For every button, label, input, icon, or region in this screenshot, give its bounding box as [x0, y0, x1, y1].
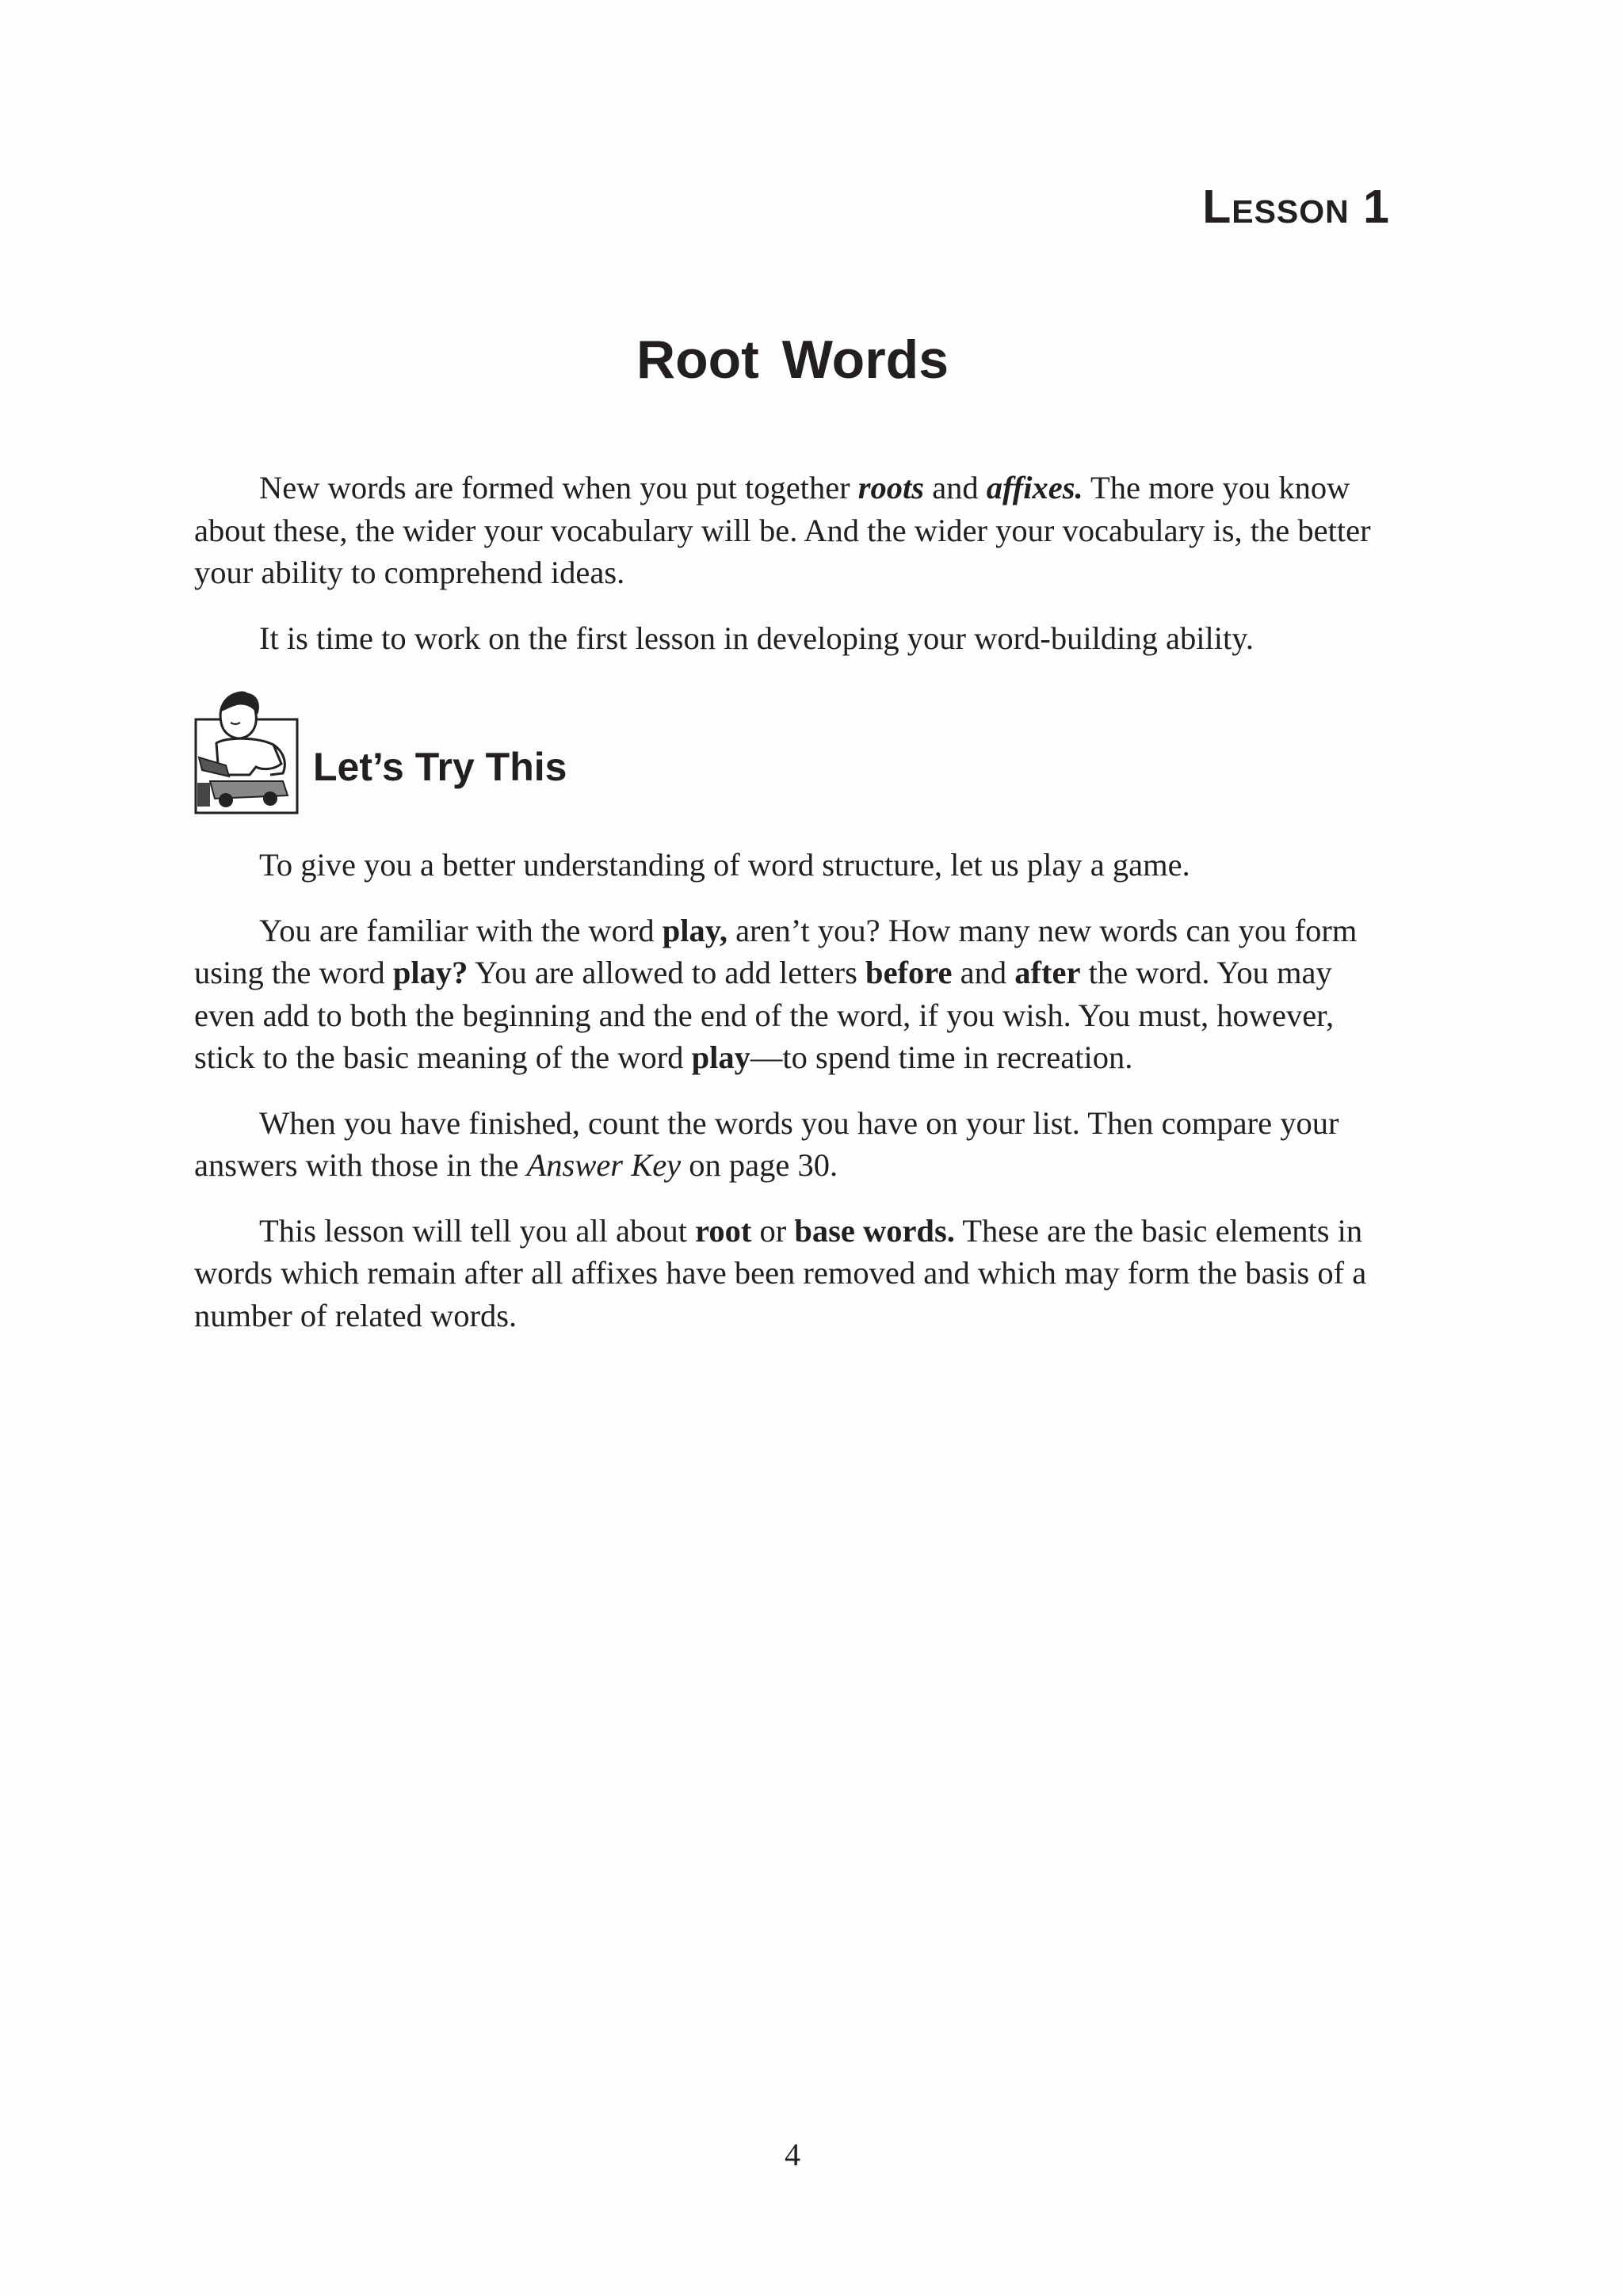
text-run: New words are formed when you put together — [259, 470, 858, 505]
activity-text — [194, 844, 1391, 1360]
intro-paragraph-2: It is time to work on the first lesson in developing your word-building ability. — [259, 620, 1254, 656]
text-run: —to spend time in recreation. — [750, 1039, 1133, 1075]
term-before: before — [865, 955, 953, 990]
text-run: You are allowed to add letters — [468, 955, 866, 990]
term-affixes: affixes. — [986, 470, 1083, 505]
text-run: You are familiar with the word — [259, 912, 663, 948]
activity-paragraph-3 — [194, 1102, 1391, 1187]
text-run: These are the basic elements in words which remain after all affixes have been removed and which may form the basis of a number of related words. — [194, 1212, 1367, 1333]
intro-paragraph-1 — [194, 467, 1391, 594]
boy-playing-icon — [194, 688, 300, 814]
page-title: Root Words — [636, 330, 949, 390]
term-roots: roots — [857, 470, 925, 505]
text-run: This lesson will tell you all about — [259, 1212, 696, 1249]
term-root: root — [695, 1212, 752, 1249]
term-base-words: base words. — [794, 1212, 955, 1249]
term-play: play? — [392, 955, 468, 990]
text-run: and — [924, 470, 987, 505]
answer-key-reference: Answer Key — [526, 1147, 682, 1183]
text-run: on page 30. — [681, 1147, 838, 1183]
text-run: and — [952, 955, 1015, 990]
activity-paragraph-1: To give you a better understanding of word structure, let us play a game. — [259, 847, 1190, 883]
activity-paragraph-4 — [194, 1210, 1391, 1337]
text-run: The more you know about these, the wider your vocabulary will be. And the wider your vocabulary is, the better your ability to comprehend ideas. — [194, 470, 1371, 590]
activity-paragraph-2 — [194, 910, 1391, 1079]
text-run: or — [751, 1212, 795, 1249]
section-title: Let’s Try This — [313, 745, 567, 789]
lesson-label: Lesson 1 — [1202, 181, 1390, 233]
text-run: aren’t you? How many new words can you form using the word — [194, 912, 1358, 990]
text-run: the word. You may even add to both the beginning and the end of the word, if you wish. You must, however, stick to the basic meaning of the word — [194, 955, 1335, 1075]
term-after: after — [1014, 955, 1081, 990]
term-play: play — [691, 1039, 750, 1075]
text-run: When you have finished, count the words you have on your list. Then compare your answers with those in the — [194, 1104, 1339, 1183]
intro-text — [194, 467, 1391, 682]
page-number: 4 — [785, 2137, 800, 2172]
term-play: play, — [662, 912, 727, 948]
